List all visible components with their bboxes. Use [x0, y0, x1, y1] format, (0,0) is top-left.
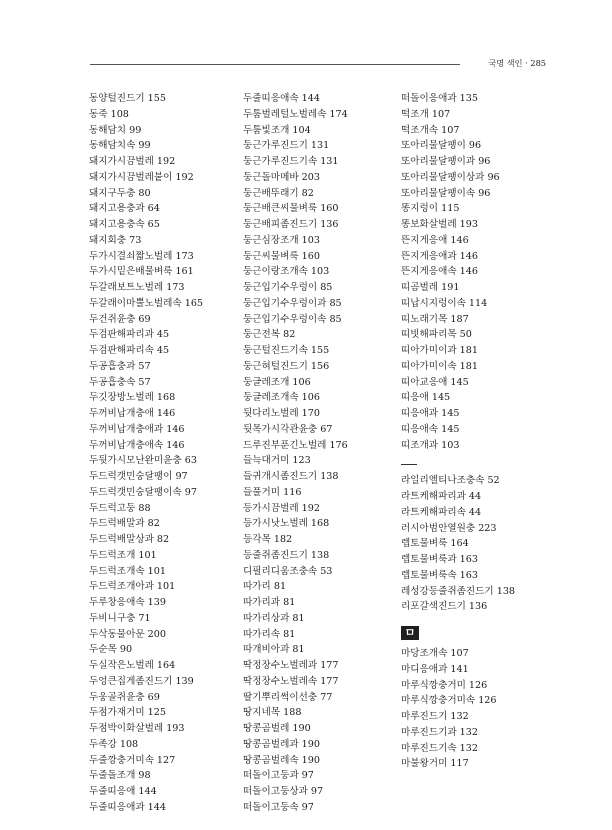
index-entry: 띠조개과 103 — [401, 439, 460, 451]
index-entry: 따가리 81 — [243, 581, 287, 593]
index-entry: 돼지가시끔벌레붙이 192 — [89, 171, 194, 183]
index-entry: 둥근가루진드기속 131 — [243, 156, 339, 167]
index-entry: 따가리속 81 — [243, 628, 296, 640]
index-entry: 띠응애 145 — [401, 392, 451, 404]
index-entry: 두줄돌조개 98 — [89, 770, 151, 782]
index-entry: 두꺼비납개충애속 146 — [89, 439, 185, 451]
index-entry: 두갈래보트노벌레 173 — [89, 282, 185, 293]
index-entry: 마당조개속 107 — [401, 648, 469, 659]
index-entry: 두검판해파리속 45 — [89, 345, 170, 356]
index-entry: 디필리디움조충속 53 — [243, 565, 333, 577]
index-entry: 들귀개시좀진드기 138 — [243, 471, 339, 482]
index-entry: 둥근배큰씨물벼룩 160 — [243, 203, 339, 215]
index-entry: 마루식깡충거미 126 — [401, 679, 488, 691]
index-entry: 둥근혀털진드기 156 — [243, 360, 330, 372]
index-entry: 둥근입기수우렁이과 85 — [243, 297, 342, 309]
index-entry: 뜬지게응애속 146 — [401, 266, 478, 278]
index-entry: 뜬지게응애 146 — [401, 234, 469, 246]
index-entry: 두족강 108 — [89, 738, 139, 750]
index-entry: 등줄쥐좀진드기 138 — [243, 549, 330, 561]
index-entries-r — [401, 473, 561, 615]
index-entry: 두점박이화살벌레 193 — [89, 723, 185, 734]
index-entry: 들늑대거미 123 — [243, 455, 311, 467]
index-entries-m — [401, 646, 561, 772]
index-entry: 드루진부푼긴노벌레 176 — [243, 439, 348, 451]
index-entry: 띠빗해파리목 50 — [401, 329, 472, 341]
index-entry: 라트케해파리속 44 — [401, 506, 482, 518]
index-entry: 둥근입기수우렁이 85 — [243, 282, 333, 293]
index-entry: 두실작은노벌레 164 — [89, 660, 176, 671]
index-entry: 똥지렁이 115 — [401, 203, 460, 215]
index-entry: 돼지회충 73 — [89, 234, 142, 246]
index-entry: 두툼빛조개 104 — [243, 124, 311, 136]
index-entry: 떠돌이고둥상과 97 — [243, 786, 324, 797]
index-entry: 떡조개 107 — [401, 108, 451, 120]
index-column-3 — [401, 91, 561, 772]
index-entry: 뜬지게응애과 146 — [401, 250, 478, 262]
index-entry: 띠곰벌레 191 — [401, 282, 460, 293]
index-entry: 동해담치 99 — [89, 124, 142, 136]
index-entry: 둥글레조개 106 — [243, 376, 311, 388]
index-entry: 땅콩곰벌레속 190 — [243, 754, 320, 766]
index-entry: 러시아범안열원충 223 — [401, 522, 497, 534]
index-entry: 딱정장수노벌레과 177 — [243, 660, 339, 671]
index-entry: 돼지가시끔벌레 192 — [89, 156, 176, 167]
index-entry: 돼지고용충속 65 — [89, 219, 160, 230]
index-entry: 들풀거미 116 — [243, 486, 302, 498]
index-entry: 떡조개속 107 — [401, 124, 460, 136]
index-entry: 두뒷가시모난완미윤충 63 — [89, 455, 197, 467]
index-entry: 띠응애과 145 — [401, 408, 460, 419]
index-entry: 둥근전복 82 — [243, 329, 296, 341]
index-entry: 띠아가미이속 181 — [401, 360, 478, 372]
index-entry: 뒷목가시각관윤충 67 — [243, 423, 333, 435]
index-entry: 렙토물벼룩과 163 — [401, 554, 478, 565]
index-entry: 등가시끔벌레 192 — [243, 502, 320, 514]
index-entry: 뒷다리노벌레 170 — [243, 408, 320, 419]
index-entry: 둥근심장조개 103 — [243, 234, 320, 246]
index-entry: 두꺼비납개충애과 146 — [89, 423, 185, 435]
index-entry: 둥근배피좀진드기 136 — [243, 219, 339, 230]
index-entry: 마루식깡충거미속 126 — [401, 695, 497, 707]
index-entry: 딸기뿌리썩이선충 77 — [243, 691, 333, 703]
index-entry: 두순목 90 — [89, 644, 133, 656]
index-entry: 떠돌이고둥속 97 — [243, 801, 314, 813]
index-entry: 둥근이랑조개속 103 — [243, 266, 330, 278]
index-entry: 마루진드기속 132 — [401, 742, 478, 754]
index-entry: 띠노래기목 187 — [401, 313, 469, 325]
index-entry: 렙토물벼룩속 163 — [401, 569, 478, 581]
index-entry: 두점가재거미 125 — [89, 707, 166, 719]
index-entry: 떠돌이고둥과 97 — [243, 770, 314, 782]
index-entry: 두줄띠응애속 144 — [243, 93, 320, 104]
index-entry: 두검판해파리과 45 — [89, 329, 170, 341]
index-entry: 동해담치속 99 — [89, 140, 151, 152]
index-entry: 둥근돌마메바 203 — [243, 171, 320, 183]
section-divider — [401, 464, 417, 465]
index-entry: 두툼벌레털노벌레속 174 — [243, 108, 348, 120]
index-entry: 또아리물달팽이속 96 — [401, 187, 491, 199]
index-entry: 두공흡충속 57 — [89, 376, 151, 388]
index-entry: 라트케해파리과 44 — [401, 491, 482, 502]
index-entry: 동죽 108 — [89, 108, 129, 120]
index-entry: 두웅골쥐윤충 69 — [89, 691, 160, 703]
running-head-title: 국명 색인 · 285 — [488, 58, 546, 68]
index-entry: 두드럭조개속 101 — [89, 565, 166, 577]
index-entry: 두삭동물아문 200 — [89, 628, 166, 640]
index-entry: 두가시결쇠짧노벌레 173 — [89, 250, 194, 262]
index-entry: 띠응애속 145 — [401, 423, 460, 435]
index-entry: 띠아교응애 145 — [401, 376, 469, 388]
index-entry: 돼지구두충 80 — [89, 187, 151, 199]
index-entry: 두드럭조개아과 101 — [89, 581, 176, 593]
index-entry: 두드럭갯민숭달팽이 97 — [89, 471, 188, 482]
index-entry: 동양털진드기 155 — [89, 93, 166, 104]
index-entry: 두공흡충과 57 — [89, 360, 151, 372]
index-entry: 두비니구충 71 — [89, 612, 151, 624]
index-entry: 둥근입기수우렁이속 85 — [243, 313, 342, 325]
index-entry: 두갈래이마뿔노벌레속 165 — [89, 297, 204, 309]
index-entries-d — [401, 91, 561, 453]
index-entry: 똥보화살벌레 193 — [401, 219, 478, 230]
index-entry: 띠아가미이과 181 — [401, 345, 478, 356]
index-entry: 둥글레조개속 106 — [243, 392, 320, 404]
index-entry: 따개비아과 81 — [243, 644, 305, 656]
index-entry: 두깃장방노벌레 168 — [89, 392, 176, 404]
index-entry: 라일리엘티나조충속 52 — [401, 475, 500, 487]
index-entry: 마루진드기과 132 — [401, 726, 478, 738]
index-entry: 두드럭조개 101 — [89, 549, 157, 561]
index-entry: 두엉큰집게좀진드기 139 — [89, 675, 194, 687]
index-entry: 또아리물달팽이상과 96 — [401, 171, 500, 183]
index-entry: 레성강등줄쥐좀진드기 138 — [401, 585, 516, 597]
index-entry: 두루창응애속 139 — [89, 597, 166, 608]
index-entry: 또아리물달팽이 96 — [401, 140, 482, 152]
section-letter-m: ㅁ — [401, 626, 419, 640]
index-entry: 띠납시지렁이속 114 — [401, 297, 488, 309]
index-entry: 등가시낫노벌레 168 — [243, 518, 330, 530]
index-entry: 두건쥐윤충 69 — [89, 313, 151, 325]
index-entry: 따가리상과 81 — [243, 612, 305, 624]
index-entry: 땅콩곰벌레 190 — [243, 723, 311, 734]
index-entry: 떠돌이응애과 135 — [401, 93, 478, 104]
index-column-1 — [89, 91, 239, 816]
index-entry: 딱정장수노벌레속 177 — [243, 675, 339, 687]
index-entry: 마디응애과 141 — [401, 663, 469, 675]
index-entry: 돼지고용충과 64 — [89, 203, 160, 215]
index-entry: 두꺼비납개충애 146 — [89, 408, 176, 419]
index-entry: 리포갈색진드기 136 — [401, 601, 488, 613]
index-entry: 둥근가루진드기 131 — [243, 140, 330, 152]
index-entry: 또아리물달팽이과 96 — [401, 156, 491, 167]
index-entry: 두드럭배말상과 82 — [89, 534, 170, 545]
running-head — [90, 56, 546, 70]
index-entry: 마불왕거미 117 — [401, 758, 469, 770]
index-entry: 둥근털진드기속 155 — [243, 345, 330, 356]
index-entry: 따가리과 81 — [243, 597, 296, 608]
index-entry: 마루진드기 132 — [401, 711, 469, 722]
index-entry: 두드럭갯민숭달팽이속 97 — [89, 486, 197, 498]
index-entry: 둥근배뚜래기 82 — [243, 187, 314, 199]
header-rule — [90, 64, 460, 65]
index-entry: 두줄띠응애 144 — [89, 786, 157, 797]
index-entry: 두가시밑은배물벼룩 161 — [89, 266, 194, 278]
index-entry: 렙토물벼룩 164 — [401, 538, 469, 550]
index-column-2 — [243, 91, 398, 816]
index-entry: 두드럭고둥 88 — [89, 502, 151, 514]
index-entry: 두줄띠응애과 144 — [89, 801, 166, 813]
index-entry: 두줄깡충거미속 127 — [89, 754, 176, 766]
index-entry: 땅콩곰벌레과 190 — [243, 738, 320, 750]
index-entry: 둥근씨물벼룩 160 — [243, 250, 320, 262]
index-entry: 땅지네목 188 — [243, 707, 302, 719]
index-entry: 두드럭배말과 82 — [89, 518, 160, 530]
index-entry: 등각목 182 — [243, 534, 293, 545]
